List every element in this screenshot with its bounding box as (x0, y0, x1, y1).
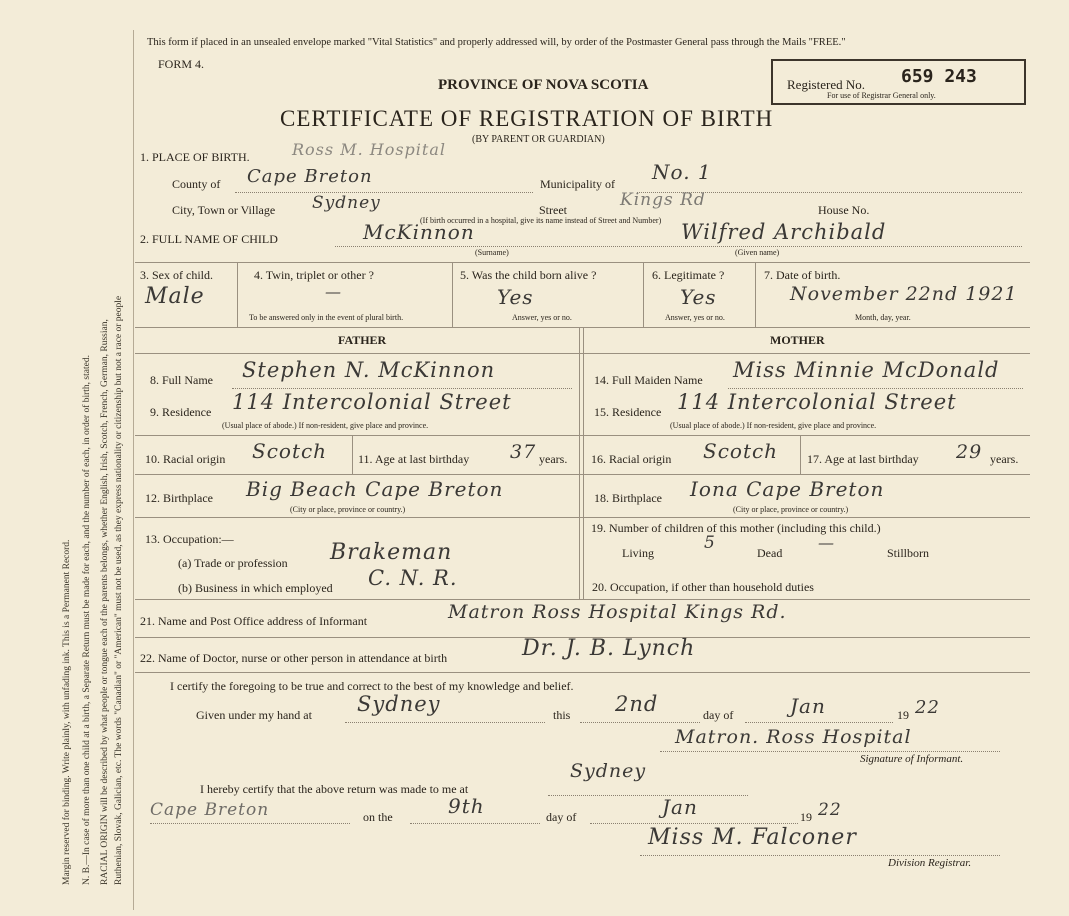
sex-value: Male (145, 284, 205, 309)
trade-value: Brakeman (330, 540, 453, 565)
municipality-label: Municipality of (540, 177, 615, 191)
mother-name-value: Miss Minnie McDonald (733, 358, 1000, 382)
trade-label: (a) Trade or profession (178, 556, 288, 570)
form-number: FORM 4. (158, 57, 205, 71)
father-years-label: years. (539, 452, 568, 466)
child-given-name-value: Wilfred Archibald (681, 220, 887, 244)
margin-note-racial-origin: RACIAL ORIGIN will be described by what people or tongue each of the parents belongs, whether English, Irish, Scotch, French, German, Russian, (100, 319, 110, 885)
mother-racial-value: Scotch (703, 439, 779, 463)
city-label: City, Town or Village (172, 203, 276, 217)
street-label: Street (539, 203, 567, 217)
given-year-value: 22 (915, 697, 940, 718)
mother-residence-value: 114 Intercolonial Street (677, 390, 957, 414)
surname-caption: (Surname) (475, 248, 509, 257)
registrar-month-value: Jan (662, 795, 698, 819)
mother-residence-label: 15. Residence (594, 405, 662, 419)
informant-signature: Matron. Ross Hospital (675, 726, 912, 748)
given-day-value: 2nd (615, 692, 659, 716)
birth-date-label: 7. Date of birth. (764, 268, 841, 282)
sex-label: 3. Sex of child. (140, 268, 213, 282)
stillborn-label: Stillborn (887, 546, 930, 560)
hospital-note: (If birth occurred in a hospital, give its name instead of Street and Number) (420, 216, 662, 225)
father-residence-label: 9. Residence (150, 405, 212, 419)
born-alive-value: Yes (497, 285, 534, 309)
registrar-day-value: 9th (448, 794, 485, 818)
registrar-day-of-label: day of (546, 810, 577, 824)
mother-birthplace-value: Iona Cape Breton (690, 477, 885, 501)
twin-note: To be answered only in the event of plural birth. (249, 313, 404, 322)
business-label: (b) Business in which employed (178, 581, 333, 595)
father-name-label: 8. Full Name (150, 373, 213, 387)
given-year-prefix: 19 (897, 708, 909, 722)
twin-label: 4. Twin, triplet or other ? (254, 268, 374, 282)
registrar-signature-caption: Division Registrar. (888, 857, 972, 869)
legitimate-label: 6. Legitimate ? (652, 268, 725, 282)
registrar-place-value: Sydney (570, 760, 647, 782)
margin-divider (133, 30, 134, 910)
child-name-label: 2. FULL NAME OF CHILD (140, 232, 278, 246)
registrar-year-value: 22 (818, 800, 842, 820)
house-number-label: House No. (818, 203, 870, 217)
mother-birthplace-note: (City or place, province or country.) (733, 505, 849, 514)
place-of-birth-value: Ross M. Hospital (292, 140, 446, 159)
province-heading: PROVINCE OF NOVA SCOTIA (438, 77, 649, 93)
registered-number: 659 243 (901, 66, 977, 87)
mother-birthplace-label: 18. Birthplace (594, 491, 662, 505)
margin-note-multiple-birth: N. B.—In case of more than one child at a birth, a Separate Return must be made for each, and the number of each, in order of birth, stated. (82, 355, 92, 885)
informant-signature-caption: Signature of Informant. (860, 753, 964, 765)
legitimate-note: Answer, yes or no. (665, 313, 725, 322)
birth-date-value: November 22nd 1921 (790, 283, 1018, 305)
informant-label: 21. Name and Post Office address of Informant (140, 614, 368, 628)
living-value: 5 (704, 533, 716, 553)
mother-age-value: 29 (956, 441, 983, 463)
born-alive-note: Answer, yes or no. (512, 313, 572, 322)
registrar-statement: I hereby certify that the above return was made to me at (200, 782, 469, 796)
this-label: this (553, 708, 571, 722)
father-birthplace-label: 12. Birthplace (145, 491, 213, 505)
father-age-label: 11. Age at last birthday (358, 452, 470, 466)
county-label: County of (172, 177, 221, 191)
birth-date-note: Month, day, year. (855, 313, 911, 322)
registered-number-box (771, 59, 1026, 105)
father-name-value: Stephen N. McKinnon (242, 358, 496, 382)
street-value: Kings Rd (620, 190, 706, 210)
father-age-value: 37 (510, 441, 537, 463)
on-the-label: on the (363, 810, 393, 824)
municipality-value: No. 1 (652, 160, 712, 184)
given-name-caption: (Given name) (735, 248, 780, 257)
registrar-year-prefix: 19 (800, 810, 812, 824)
father-racial-value: Scotch (252, 439, 328, 463)
given-month-value: Jan (790, 694, 826, 718)
doctor-label: 22. Name of Doctor, nurse or other person in attendance at birth (140, 651, 448, 665)
mother-occupation-label: 20. Occupation, if other than household duties (592, 580, 814, 594)
living-label: Living (622, 546, 654, 560)
registrar-county-value: Cape Breton (150, 800, 270, 820)
given-under-label: Given under my hand at (196, 708, 312, 722)
city-value: Sydney (312, 193, 381, 213)
certificate-subtitle: (BY PARENT OR GUARDIAN) (472, 134, 605, 145)
certify-statement: I certify the foregoing to be true and correct to the best of my knowledge and belief. (170, 679, 574, 693)
father-residence-note: (Usual place of abode.) If non-resident, give place and province. (222, 421, 429, 430)
mother-residence-note: (Usual place of abode.) If non-resident, give place and province. (670, 421, 877, 430)
margin-notes (0, 5, 135, 915)
margin-note-racial-examples: Ruthenian, Slovak, Galician, etc. The words "Canadian" or "American" must not be used, as they express nationality or citizenship but not a race or people (114, 295, 124, 885)
business-value: C. N. R. (368, 566, 458, 590)
mother-children-label: 19. Number of children of this mother (including this child.) (591, 521, 881, 535)
father-heading: FATHER (338, 333, 387, 347)
county-value: Cape Breton (247, 166, 373, 187)
given-day-of-label: day of (703, 708, 734, 722)
legitimate-value: Yes (680, 285, 717, 309)
mother-heading: MOTHER (770, 333, 825, 347)
registered-label: Registered No. (787, 77, 865, 92)
mother-racial-label: 16. Racial origin (591, 452, 672, 466)
mail-notice: This form if placed in an unsealed envelope marked "Vital Statistics" and properly addressed will, by order of the Postmaster General pass through the Mails "FREE." (147, 37, 846, 48)
father-residence-value: 114 Intercolonial Street (232, 390, 512, 414)
registrar-signature: Miss M. Falconer (648, 825, 857, 850)
dead-value: — (818, 533, 835, 552)
father-birthplace-value: Big Beach Cape Breton (246, 477, 504, 501)
father-racial-label: 10. Racial origin (145, 452, 226, 466)
certificate-title: CERTIFICATE OF REGISTRATION OF BIRTH (280, 106, 774, 131)
informant-value: Matron Ross Hospital Kings Rd. (448, 601, 787, 623)
twin-value: — (325, 282, 342, 301)
father-occupation-label: 13. Occupation:— (145, 532, 234, 546)
mother-years-label: years. (990, 452, 1019, 466)
born-alive-label: 5. Was the child born alive ? (460, 268, 597, 282)
doctor-value: Dr. J. B. Lynch (522, 636, 696, 661)
mother-name-label: 14. Full Maiden Name (594, 373, 703, 387)
father-birthplace-note: (City or place, province or country.) (290, 505, 406, 514)
dead-label: Dead (757, 546, 783, 560)
registrar-only-note: For use of Registrar General only. (827, 91, 936, 100)
mother-age-label: 17. Age at last birthday (807, 452, 919, 466)
given-place-value: Sydney (357, 692, 441, 716)
child-surname-value: McKinnon (363, 220, 475, 244)
place-of-birth-label: 1. PLACE OF BIRTH. (140, 150, 250, 164)
margin-note-binding: Margin reserved for binding. Write plainly, with unfading ink. This is a Permanent Record. (62, 539, 72, 885)
